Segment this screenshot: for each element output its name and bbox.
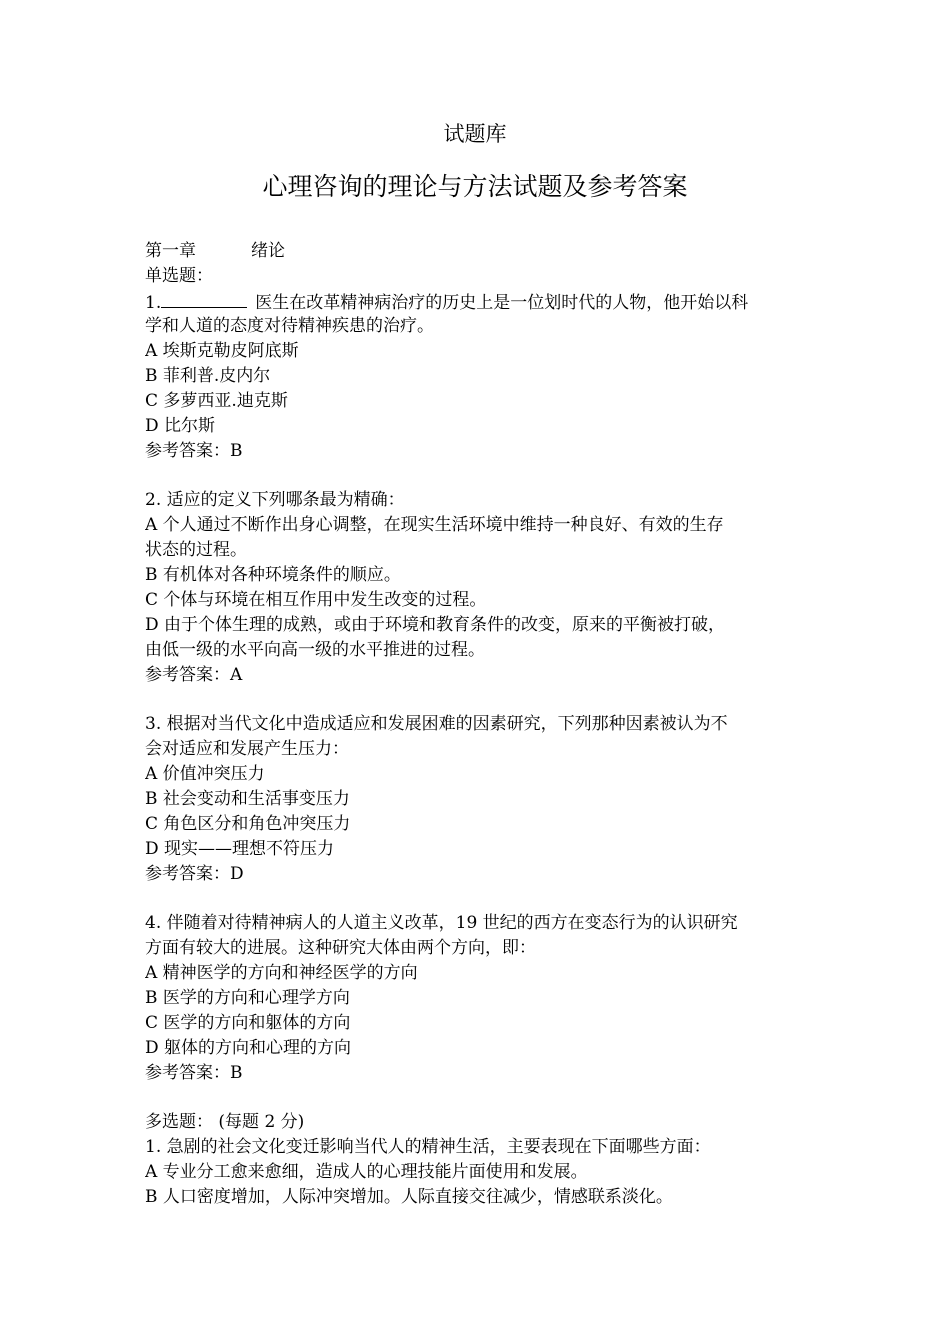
option: C 角色区分和角色冲突压力 bbox=[145, 814, 351, 834]
option: C 医学的方向和躯体的方向 bbox=[145, 1013, 351, 1033]
question-stem: 3. 根据对当代文化中造成适应和发展困难的因素研究，下列那种因素被认为不 bbox=[145, 714, 728, 734]
option: A 个人通过不断作出身心调整，在现实生活环境中维持一种良好、有效的生存 bbox=[145, 515, 724, 535]
question-stem: 2. 适应的定义下列哪条最为精确： bbox=[145, 490, 405, 510]
question-stem: 1. 医生在改革精神病治疗的历史上是一位划时代的人物，他开始以科 bbox=[145, 289, 810, 314]
chapter-name: 绪论 bbox=[251, 241, 285, 261]
document-title: 心理咨询的理论与方法试题及参考答案 bbox=[262, 172, 688, 201]
question-stem: 4. 伴随着对待精神病人的人道主义改革，19 世纪的西方在变态行为的认识研究 bbox=[145, 913, 738, 933]
option: B 人口密度增加，人际冲突增加。人际直接交往减少，情感联系淡化。 bbox=[145, 1187, 673, 1207]
fill-in-blank bbox=[161, 289, 247, 308]
option: A 价值冲突压力 bbox=[145, 764, 265, 784]
option: B 医学的方向和心理学方向 bbox=[145, 988, 350, 1008]
chapter-label: 第一章 bbox=[145, 241, 196, 261]
answer: 参考答案：D bbox=[145, 864, 244, 884]
question-block bbox=[145, 289, 810, 464]
option: C 个体与环境在相互作用中发生改变的过程。 bbox=[145, 590, 487, 610]
single-choice-heading: 单选题： bbox=[145, 266, 213, 286]
question-block bbox=[145, 911, 810, 1086]
question-block bbox=[145, 1135, 810, 1210]
option: B 菲利普.皮内尔 bbox=[145, 366, 271, 386]
option: D 现实——理想不符压力 bbox=[145, 839, 335, 859]
option: D 躯体的方向和心理的方向 bbox=[145, 1038, 352, 1058]
answer: 参考答案：B bbox=[145, 1063, 243, 1083]
option: B 社会变动和生活事变压力 bbox=[145, 789, 350, 809]
option: D 比尔斯 bbox=[145, 416, 216, 436]
question-stem: 学和人道的态度对待精神疾患的治疗。 bbox=[145, 316, 434, 336]
document-kicker: 试题库 bbox=[443, 122, 507, 146]
option: 由低一级的水平向高一级的水平推进的过程。 bbox=[145, 640, 485, 660]
answer: 参考答案：B bbox=[145, 441, 243, 461]
multiple-choice-heading: 多选题： (每题 2 分) bbox=[145, 1112, 305, 1132]
question-stem: 会对适应和发展产生压力： bbox=[145, 739, 349, 759]
option: A 埃斯克勒皮阿底斯 bbox=[145, 341, 299, 361]
question-block bbox=[145, 488, 810, 688]
option: A 精神医学的方向和神经医学的方向 bbox=[145, 963, 418, 983]
option: B 有机体对各种环境条件的顺应。 bbox=[145, 565, 401, 585]
question-block bbox=[145, 712, 810, 887]
answer: 参考答案：A bbox=[145, 665, 243, 685]
option: A 专业分工愈来愈细，造成人的心理技能片面使用和发展。 bbox=[145, 1162, 588, 1182]
document-body bbox=[145, 239, 810, 1210]
option: D 由于个体生理的成熟，或由于环境和教育条件的改变，原来的平衡被打破， bbox=[145, 615, 726, 635]
option: C 多萝西亚.迪克斯 bbox=[145, 391, 288, 411]
question-stem: 方面有较大的进展。这种研究大体由两个方向，即： bbox=[145, 938, 536, 958]
question-stem: 1. 急剧的社会文化变迁影响当代人的精神生活，主要表现在下面哪些方面： bbox=[145, 1137, 711, 1157]
chapter-heading bbox=[145, 239, 810, 264]
option: 状态的过程。 bbox=[145, 540, 247, 560]
